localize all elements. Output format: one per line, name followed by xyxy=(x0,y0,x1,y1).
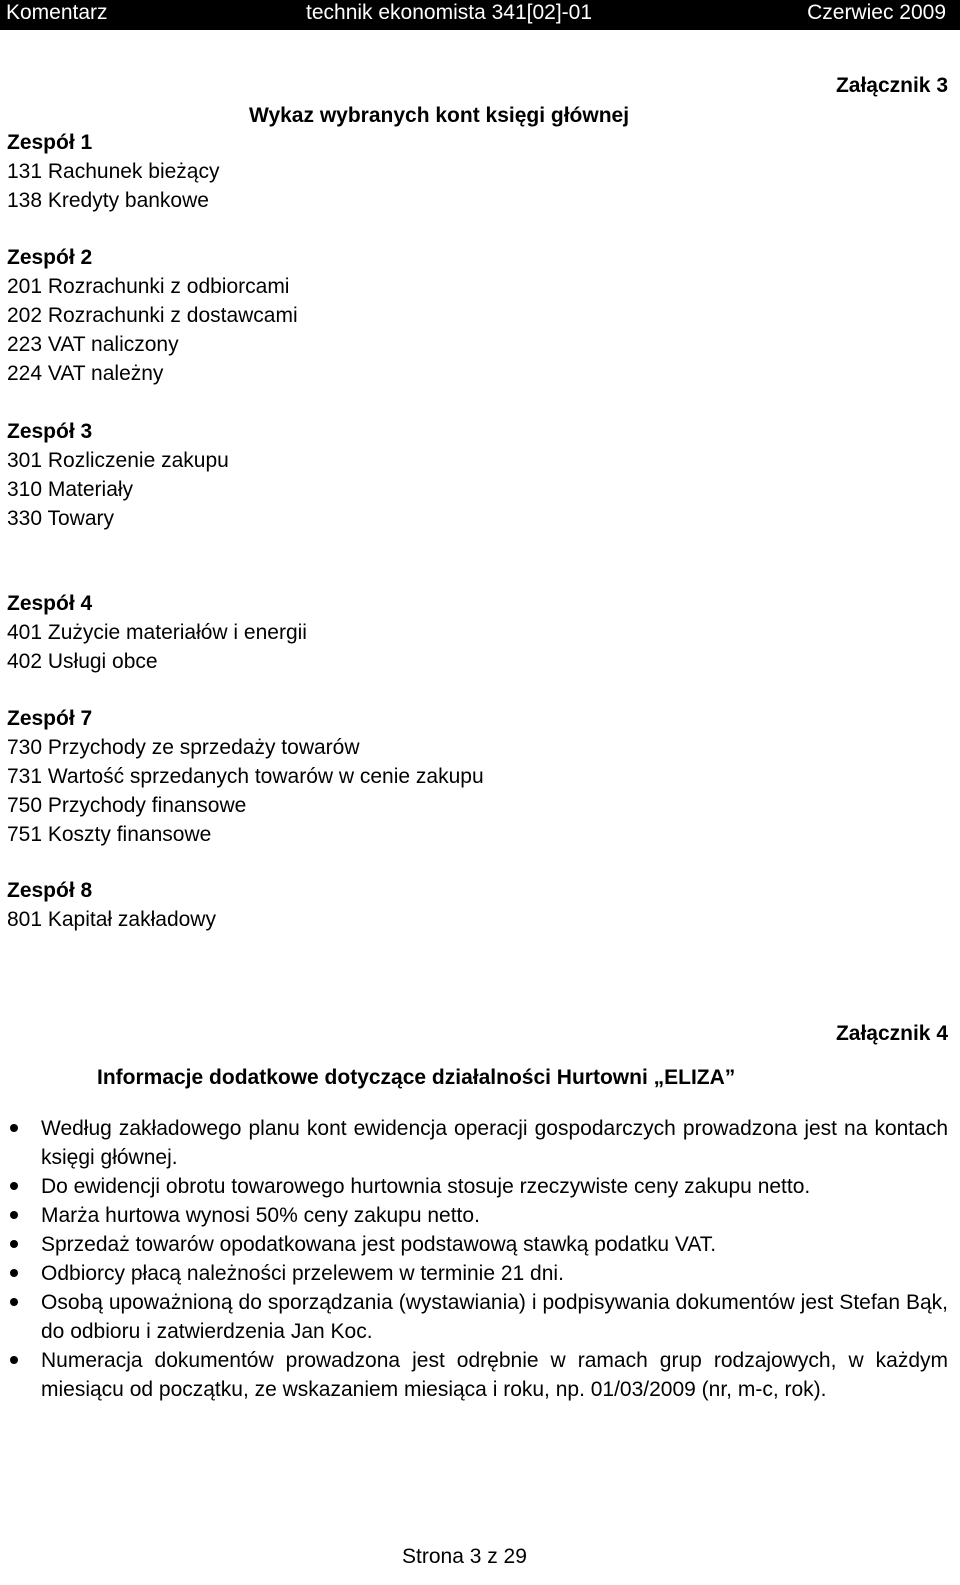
header-right: Czerwiec 2009 xyxy=(807,1,946,24)
list-item: Według zakładowego planu kont ewidencja operacji gospodarczych prowadzona jest na kontach księgi głównej. xyxy=(0,1114,948,1172)
account-group xyxy=(7,876,216,934)
list-item: Do ewidencji obrotu towarowego hurtownia stosuje rzeczywiste ceny zakupu netto. xyxy=(0,1172,948,1201)
annex3-title: Wykaz wybranych kont księgi głównej xyxy=(249,104,630,127)
account-item: 750 Przychody finansowe xyxy=(7,794,247,817)
list-item: Sprzedaż towarów opodatkowana jest podstawową stawką podatku VAT. xyxy=(0,1230,948,1259)
page-number: Strona 3 z 29 xyxy=(402,1545,527,1568)
account-group xyxy=(7,417,229,533)
group-heading: Zespół 4 xyxy=(7,592,93,615)
header-left: Komentarz xyxy=(6,1,108,24)
group-heading: Zespół 2 xyxy=(7,246,93,269)
list-item: Marża hurtowa wynosi 50% ceny zakupu netto. xyxy=(0,1201,948,1230)
page-header xyxy=(0,0,960,30)
account-group xyxy=(7,128,219,215)
account-item: 402 Usługi obce xyxy=(7,650,158,673)
account-group xyxy=(7,589,307,676)
annex4-title: Informacje dodatkowe dotyczące działalności Hurtowni „ELIZA” xyxy=(97,1066,736,1089)
account-item: 731 Wartość sprzedanych towarów w cenie zakupu xyxy=(7,765,484,788)
account-item: 401 Zużycie materiałów i energii xyxy=(7,621,307,644)
account-item: 730 Przychody ze sprzedaży towarów xyxy=(7,736,360,759)
account-item: 138 Kredyty bankowe xyxy=(7,189,209,212)
group-heading: Zespół 8 xyxy=(7,879,93,902)
annex3-label: Załącznik 3 xyxy=(835,74,948,97)
list-item: Numeracja dokumentów prowadzona jest odrębnie w ramach grup rodzajowych, w każdym miesiącu od początku, ze wskazaniem miesiąca i roku, np. 01/03/2009 (nr, m-c, rok). xyxy=(0,1346,948,1404)
account-item: 201 Rozrachunki z odbiorcami xyxy=(7,275,290,298)
group-heading: Zespół 7 xyxy=(7,707,93,730)
account-group xyxy=(7,704,484,849)
account-item: 751 Koszty finansowe xyxy=(7,823,212,846)
account-item: 330 Towary xyxy=(7,507,115,530)
account-item: 223 VAT naliczony xyxy=(7,333,179,356)
account-group xyxy=(7,243,298,388)
account-item: 224 VAT należny xyxy=(7,362,164,385)
group-heading: Zespół 3 xyxy=(7,420,93,443)
header-center: technik ekonomista 341[02]-01 xyxy=(306,1,593,24)
account-item: 801 Kapitał zakładowy xyxy=(7,908,216,931)
account-item: 301 Rozliczenie zakupu xyxy=(7,449,229,472)
account-item: 131 Rachunek bieżący xyxy=(7,160,220,183)
info-list xyxy=(0,1114,948,1404)
annex4-label: Załącznik 4 xyxy=(835,1022,948,1045)
list-item: Odbiorcy płacą należności przelewem w terminie 21 dni. xyxy=(0,1259,948,1288)
account-item: 202 Rozrachunki z dostawcami xyxy=(7,304,298,327)
account-item: 310 Materiały xyxy=(7,478,134,501)
list-item: Osobą upoważnioną do sporządzania (wystawiania) i podpisywania dokumentów jest Stefan Bąk, do odbioru i zatwierdzenia Jan Koc. xyxy=(0,1288,948,1346)
group-heading: Zespół 1 xyxy=(7,131,93,154)
